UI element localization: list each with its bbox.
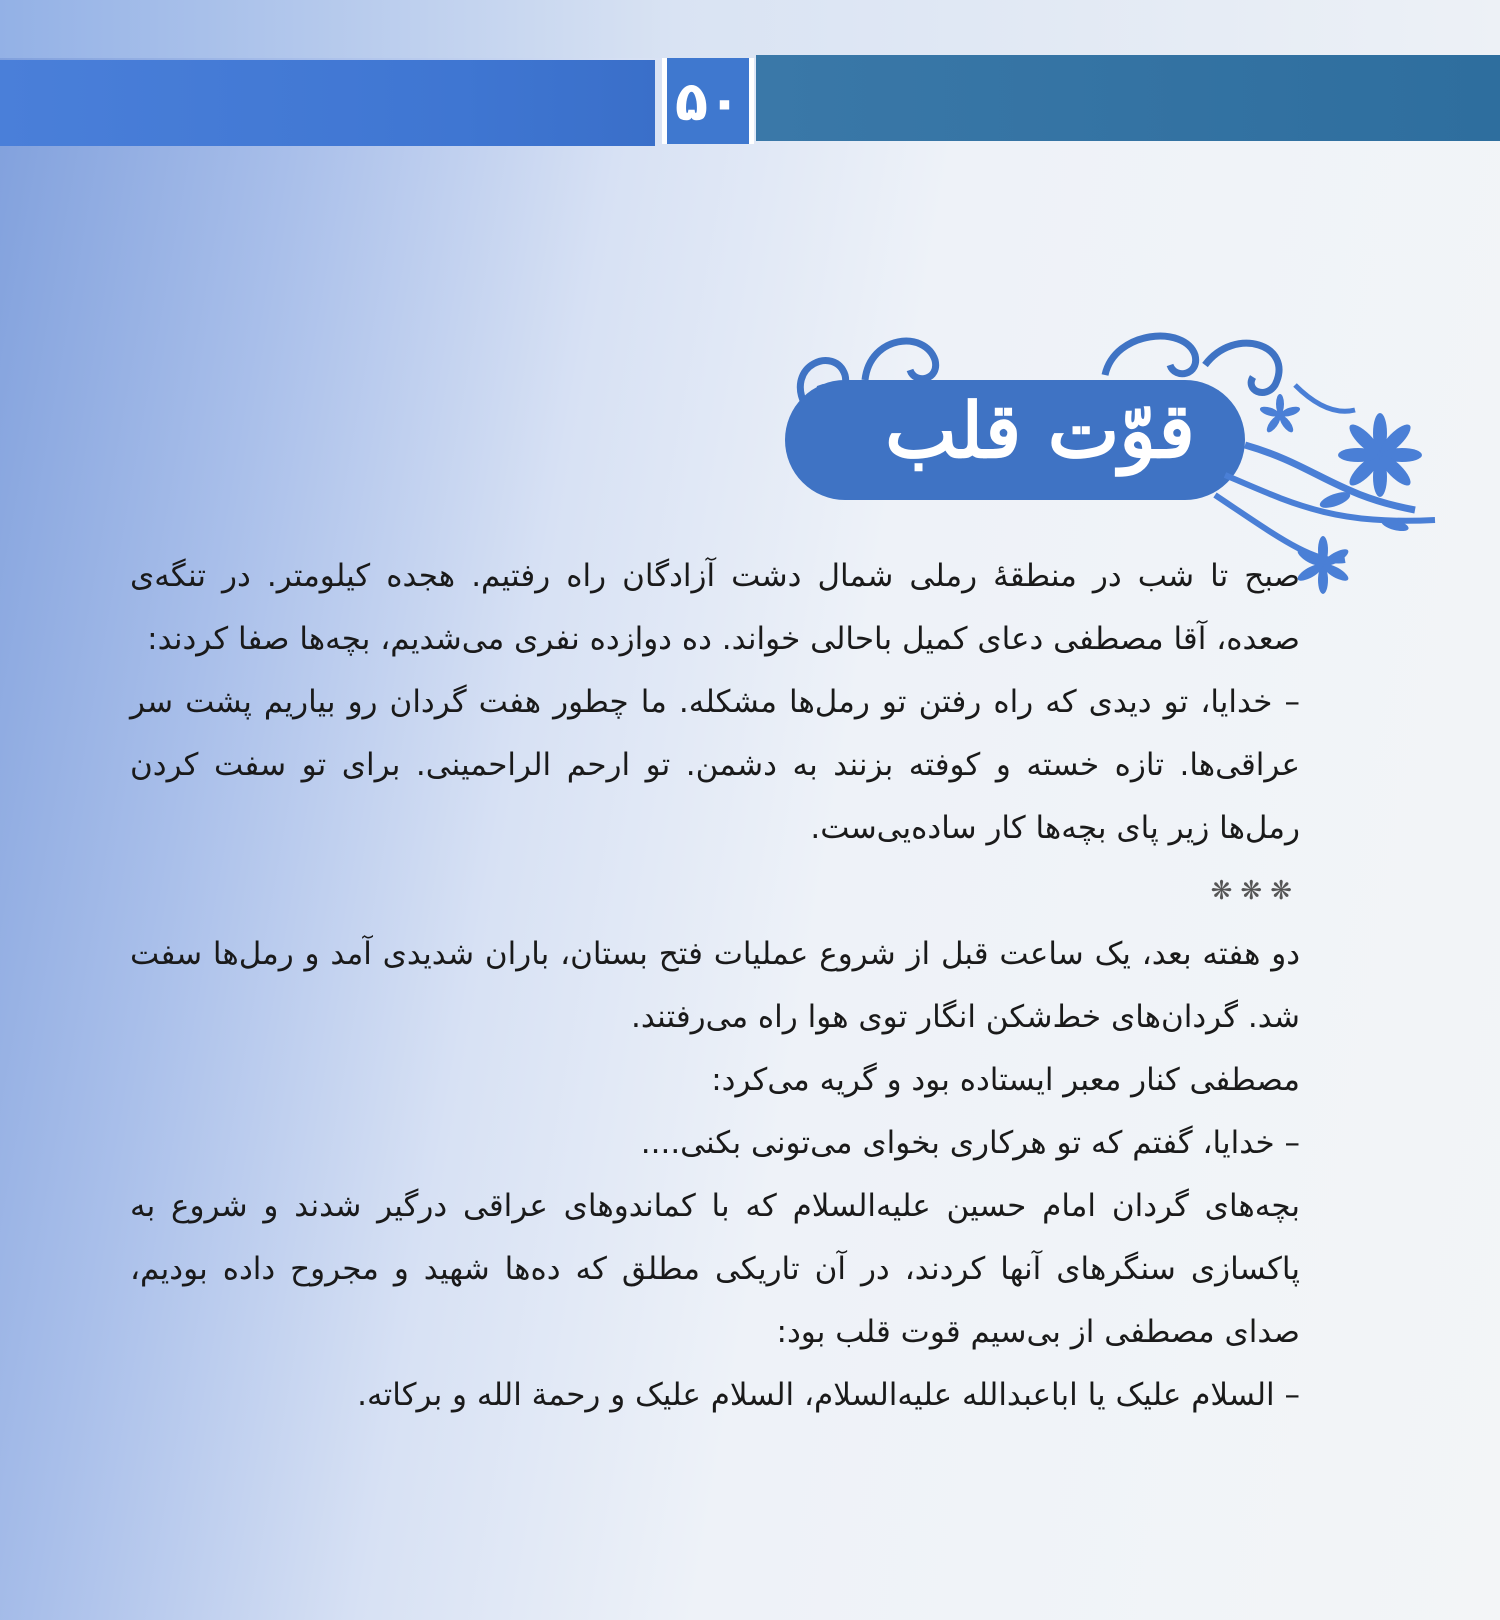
paragraph: – خدایا، گفتم که تو هرکاری بخوای می‌تونی بکنی.... [640,1125,1300,1161]
paragraph: صبح تا شب در منطقهٔ رملی شمال دشت آزادگان راه رفتیم. هجده کیلومتر. در تنگه‌ی صعده، آقا مصطفی دعای کمیل باحالی خواند. ده دوازده نفری می‌شدیم، بچه‌ها صفا کردند: [130,558,1300,657]
body-text [130,545,1300,1427]
paragraph: – السلام علیک یا اباعبدالله علیه‌السلام، السلام علیک و رحمة الله و برکاته. [357,1377,1300,1413]
paragraph: دو هفته بعد، یک ساعت قبل از شروع عملیات فتح بستان، باران شدیدی آمد و رمل‌ها سفت شد. گردان‌های خط‌شکن انگار توی هوا راه می‌رفتند. [130,936,1300,1035]
paragraph: بچه‌های گردان امام حسین علیه‌السلام که با کماندوهای عراقی درگیر شدند و شروع به پاکسازی سنگرهای آنها کردند، در آن تاریکی مطلق که ده‌ها شهید و مجروح داده بودیم، صدای مصطفی از بی‌سیم قوت قلب بود: [130,1188,1300,1350]
page-top-strip [0,0,1500,58]
header-band-left [0,60,655,146]
section-title: قوّت قلب [885,385,1195,475]
page-number-box [662,58,754,144]
section-separator: ❋❋❋ [1210,876,1300,906]
ornament-vine [1295,385,1355,411]
ornament-flower [1338,413,1422,497]
paragraph: مصطفی کنار معبر ایستاده بود و گریه می‌کرد: [711,1062,1300,1098]
paragraph: – خدایا، تو دیدی که راه رفتن تو رمل‌ها مشکله. ما چطور هفت گردان رو بیاریم پشت سر عراقی‌ها. تازه خسته و کوفته بزنند به دشمن. تو ارحم الراحمینی. برای تو سفت کردن رمل‌ها زیر پای بچه‌ها کار ساده‌یی‌ست. [130,684,1300,846]
ornament-flower [1295,536,1350,594]
header-band-right [756,55,1500,141]
page-number: ۵۰ [675,69,741,133]
